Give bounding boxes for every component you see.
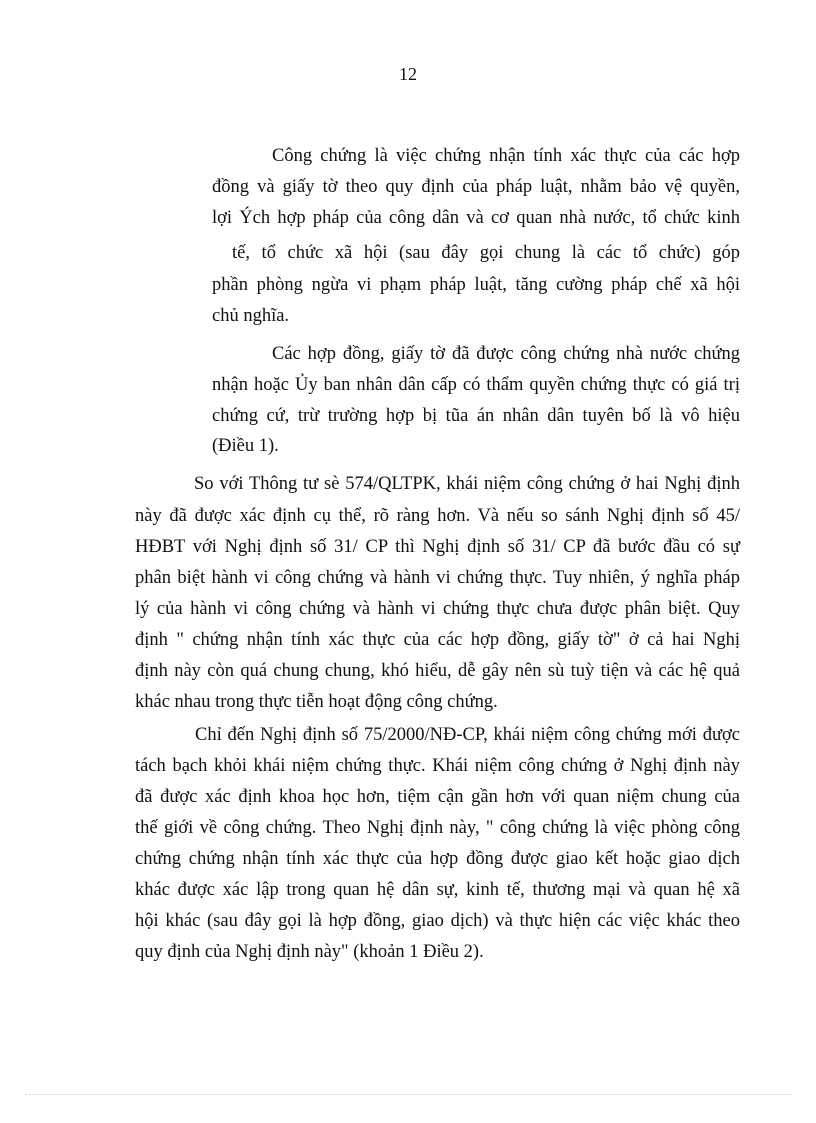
quote-line: chứng cứ, trừ trường hợp bị tũa án nhân dân tuyên bố là vô hiệu — [212, 406, 740, 426]
body-line: phân biệt hành vi công chứng và hành vi chứng thực. Tuy nhiên, ý nghĩa pháp — [135, 568, 740, 588]
body-line: đã được xác định khoa học hơn, tiệm cận gần hơn với quan niệm chung của — [135, 787, 740, 807]
body-line: định này còn quá chung chung, khó hiểu, dễ gây nên sù tuỳ tiện và các hệ quả — [135, 661, 740, 681]
body-line: chứng chứng nhận tính xác thực của hợp đồng được giao kết hoặc giao dịch — [135, 849, 740, 869]
quote-line: nhận hoặc Ủy ban nhân dân cấp có thẩm quyền chứng thực có giá trị — [212, 375, 740, 395]
body-line: quy định của Nghị định này" (khoản 1 Điều 2). — [135, 942, 484, 962]
page-bottom-divider — [25, 1094, 791, 1095]
body-line: Chỉ đến Nghị định số 75/2000/NĐ-CP, khái niệm công chứng mới được — [195, 725, 740, 745]
quote-line: tế, tổ chức xã hội (sau đây gọi chung là các tổ chức) góp — [232, 243, 740, 263]
body-line: tách bạch khỏi khái niệm chứng thực. Khái niệm công chứng ở Nghị định này — [135, 756, 740, 776]
quote-line: chủ nghĩa. — [212, 306, 290, 326]
quote-line: lợi Ých hợp pháp của công dân và cơ quan nhà nước, tổ chức kinh — [212, 208, 740, 228]
body-line: HĐBT với Nghị định số 31/ CP thì Nghị định số 31/ CP đã bước đầu có sự — [135, 537, 740, 557]
body-line: thế giới về công chứng. Theo Nghị định này, " công chứng là việc phòng công — [135, 818, 740, 838]
body-line: này đã được xác định cụ thể, rõ ràng hơn. Và nếu so sánh Nghị định số 45/ — [135, 506, 740, 526]
body-line: khác được xác lập trong quan hệ dân sự, kinh tế, thương mại và quan hệ xã — [135, 880, 740, 900]
page-number: 12 — [399, 64, 417, 84]
quote-line: phần phòng ngừa vi phạm pháp luật, tăng cường pháp chế xã hội — [212, 275, 740, 295]
body-line: So với Thông tư sè 574/QLTPK, khái niệm công chứng ở hai Nghị định — [194, 474, 740, 494]
body-line: lý của hành vi công chứng và hành vi chứng thực chưa được phân biệt. Quy — [135, 599, 740, 619]
quote-line: đồng và giấy tờ theo quy định của pháp luật, nhằm bảo vệ quyền, — [212, 177, 740, 197]
body-line: hội khác (sau đây gọi là hợp đồng, giao dịch) và thực hiện các việc khác theo — [135, 911, 740, 931]
quote-line: Công chứng là việc chứng nhận tính xác thực của các hợp — [272, 146, 740, 166]
body-line: khác nhau trong thực tiễn hoạt động công chứng. — [135, 692, 498, 712]
quote-line: (Điều 1). — [212, 436, 279, 456]
body-line: định " chứng nhận tính xác thực của các hợp đồng, giấy tờ" ở cả hai Nghị — [135, 630, 740, 650]
quote-line: Các hợp đồng, giấy tờ đã được công chứng nhà nước chứng — [272, 344, 740, 364]
